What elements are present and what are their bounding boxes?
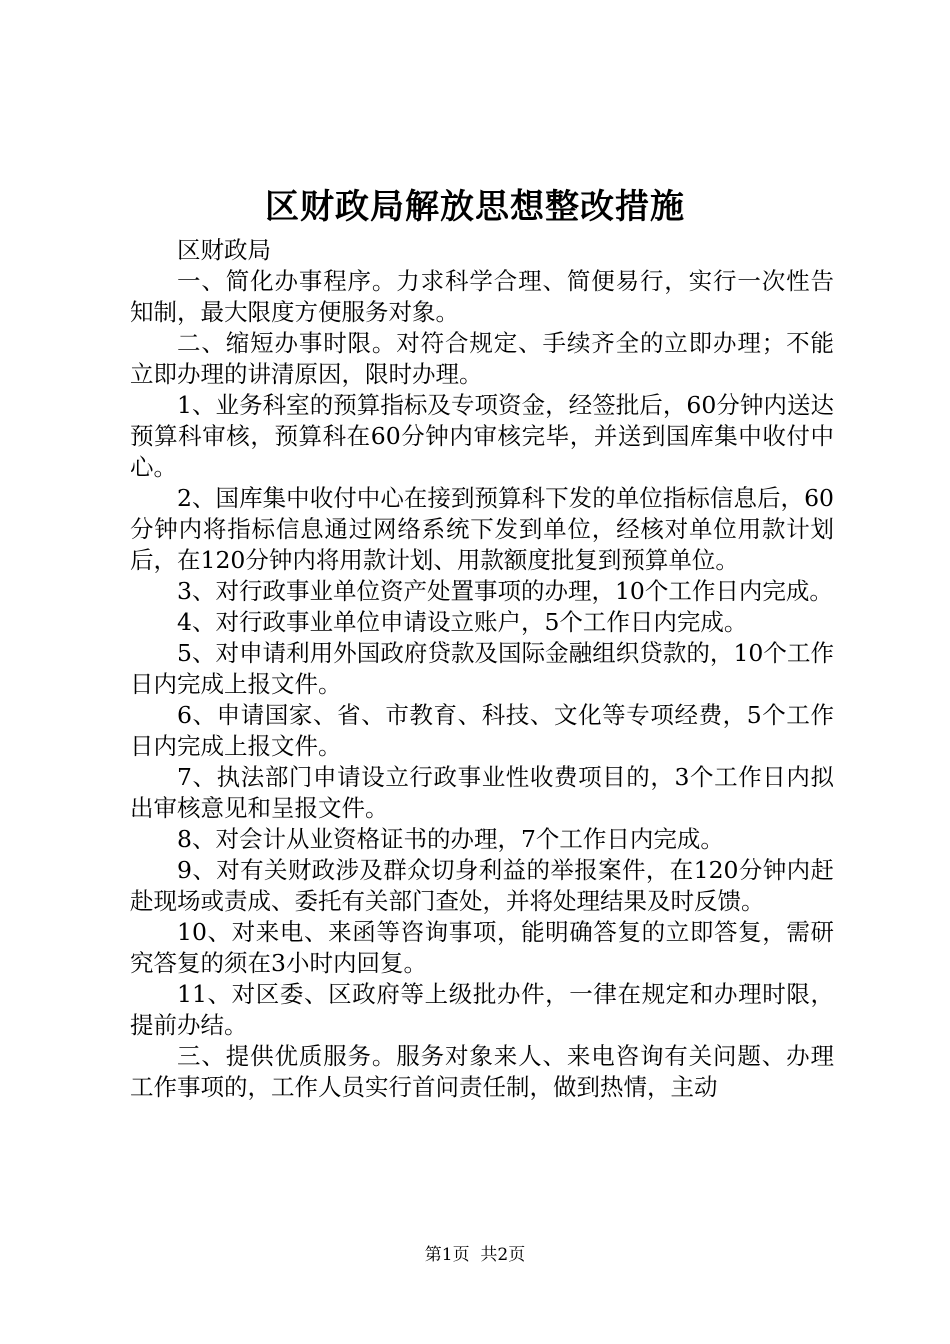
footer-spacer	[470, 1245, 481, 1265]
document-body	[130, 235, 834, 1103]
paragraph: 8、对会计从业资格证书的办理，7个工作日内完成。	[177, 825, 724, 853]
paragraph: 10、对来电、来函等咨询事项，能明确答复的立即答复，需研究答复的须在3小时内回复。	[130, 918, 834, 977]
page-number: 第1页	[424, 1245, 470, 1265]
paragraph: 2、国库集中收付中心在接到预算科下发的单位指标信息后，60分钟内将指标信息通过网络系统下发到单位，经核对单位用款计划后，在120分钟内将用款计划、用款额度批复到预算单位。	[130, 484, 834, 574]
paragraph: 9、对有关财政涉及群众切身利益的举报案件，在120分钟内赶赴现场或责成、委托有关部门查处，并将处理结果及时反馈。	[130, 856, 834, 915]
paragraph: 1、业务科室的预算指标及专项资金，经签批后，60分钟内送达预算科审核，预算科在60分钟内审核完毕，并送到国库集中收付中心。	[130, 391, 834, 481]
paragraph: 二、缩短办事时限。对符合规定、手续齐全的立即办理；不能立即办理的讲清原因，限时办理。	[130, 329, 834, 388]
page-footer	[0, 1243, 950, 1267]
document-title: 区财政局解放思想整改措施	[265, 187, 685, 227]
paragraph: 11、对区委、区政府等上级批办件，一律在规定和办理时限，提前办结。	[130, 980, 834, 1039]
paragraph: 3、对行政事业单位资产处置事项的办理，10个工作日内完成。	[177, 577, 833, 605]
paragraph: 区财政局	[177, 236, 271, 264]
paragraph: 4、对行政事业单位申请设立账户，5个工作日内完成。	[177, 608, 748, 636]
paragraph: 6、申请国家、省、市教育、科技、文化等专项经费，5个工作日内完成上报文件。	[130, 701, 834, 760]
paragraph: 7、执法部门申请设立行政事业性收费项目的，3个工作日内拟出审核意见和呈报文件。	[130, 763, 834, 822]
paragraph: 三、提供优质服务。服务对象来人、来电咨询有关问题、办理工作事项的，工作人员实行首问责任制，做到热情，主动	[130, 1042, 834, 1101]
page-total: 共2页	[480, 1245, 526, 1265]
paragraph: 5、对申请利用外国政府贷款及国际金融组织贷款的，10个工作日内完成上报文件。	[130, 639, 834, 698]
paragraph: 一、简化办事程序。力求科学合理、简便易行，实行一次性告知制，最大限度方便服务对象。	[130, 267, 834, 326]
